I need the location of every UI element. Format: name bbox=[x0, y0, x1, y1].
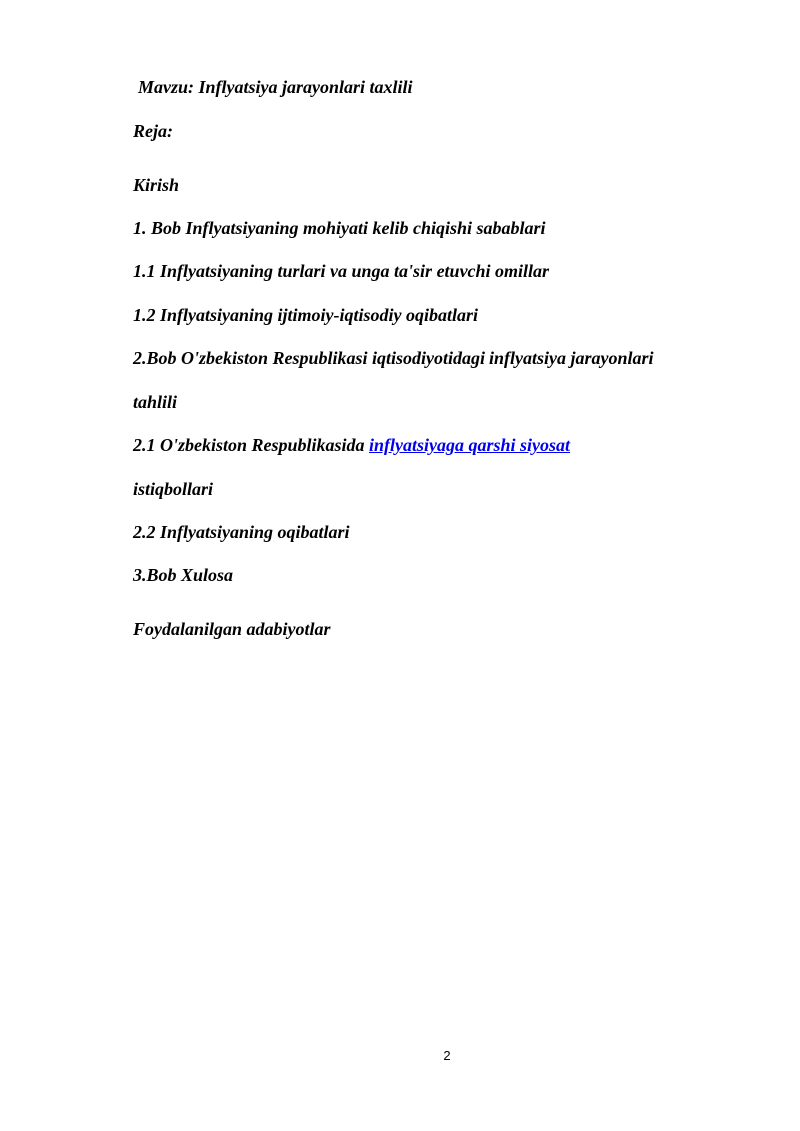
plan-item-2-1-continued: istiqbollari bbox=[133, 479, 214, 499]
plan-item-chapter-1: 1. Bob Inflyatsiyaning mohiyati kelib chiqishi sabablari bbox=[133, 218, 546, 238]
plan-item-chapter-2 bbox=[133, 347, 654, 369]
plan-item-1-1: 1.1 Inflyatsiyaning turlari va unga ta'sir etuvchi omillar bbox=[133, 261, 550, 281]
plan-item-2-1-text: 2.1 O'zbekiston Respublikasida bbox=[133, 435, 370, 455]
plan-heading: Reja: bbox=[133, 121, 173, 141]
document-topic: Mavzu: Inflyatsiya jarayonlari taxlili bbox=[138, 77, 413, 97]
plan-item-intro: Kirish bbox=[133, 175, 180, 195]
plan-item-2-1 bbox=[133, 434, 570, 456]
plan-item-references: Foydalanilgan adabiyotlar bbox=[133, 619, 331, 639]
plan-item-2-2: 2.2 Inflyatsiyaning oqibatlari bbox=[133, 522, 350, 542]
plan-item-chapter-2-continued: tahlili bbox=[133, 392, 178, 412]
chapter-2-text-part2: inflyatsiya jarayonlari bbox=[489, 348, 654, 368]
page-number: 2 bbox=[443, 1048, 451, 1063]
chapter-2-text-part1: 2.Bob O'zbekiston Respublikasi iqtisodiyotidagi bbox=[133, 348, 486, 368]
plan-item-1-2: 1.2 Inflyatsiyaning ijtimoiy-iqtisodiy oqibatlari bbox=[133, 305, 479, 325]
plan-item-chapter-3: 3.Bob Xulosa bbox=[133, 565, 234, 585]
inflation-policy-link[interactable]: inflyatsiyaga qarshi siyosat bbox=[369, 435, 571, 455]
